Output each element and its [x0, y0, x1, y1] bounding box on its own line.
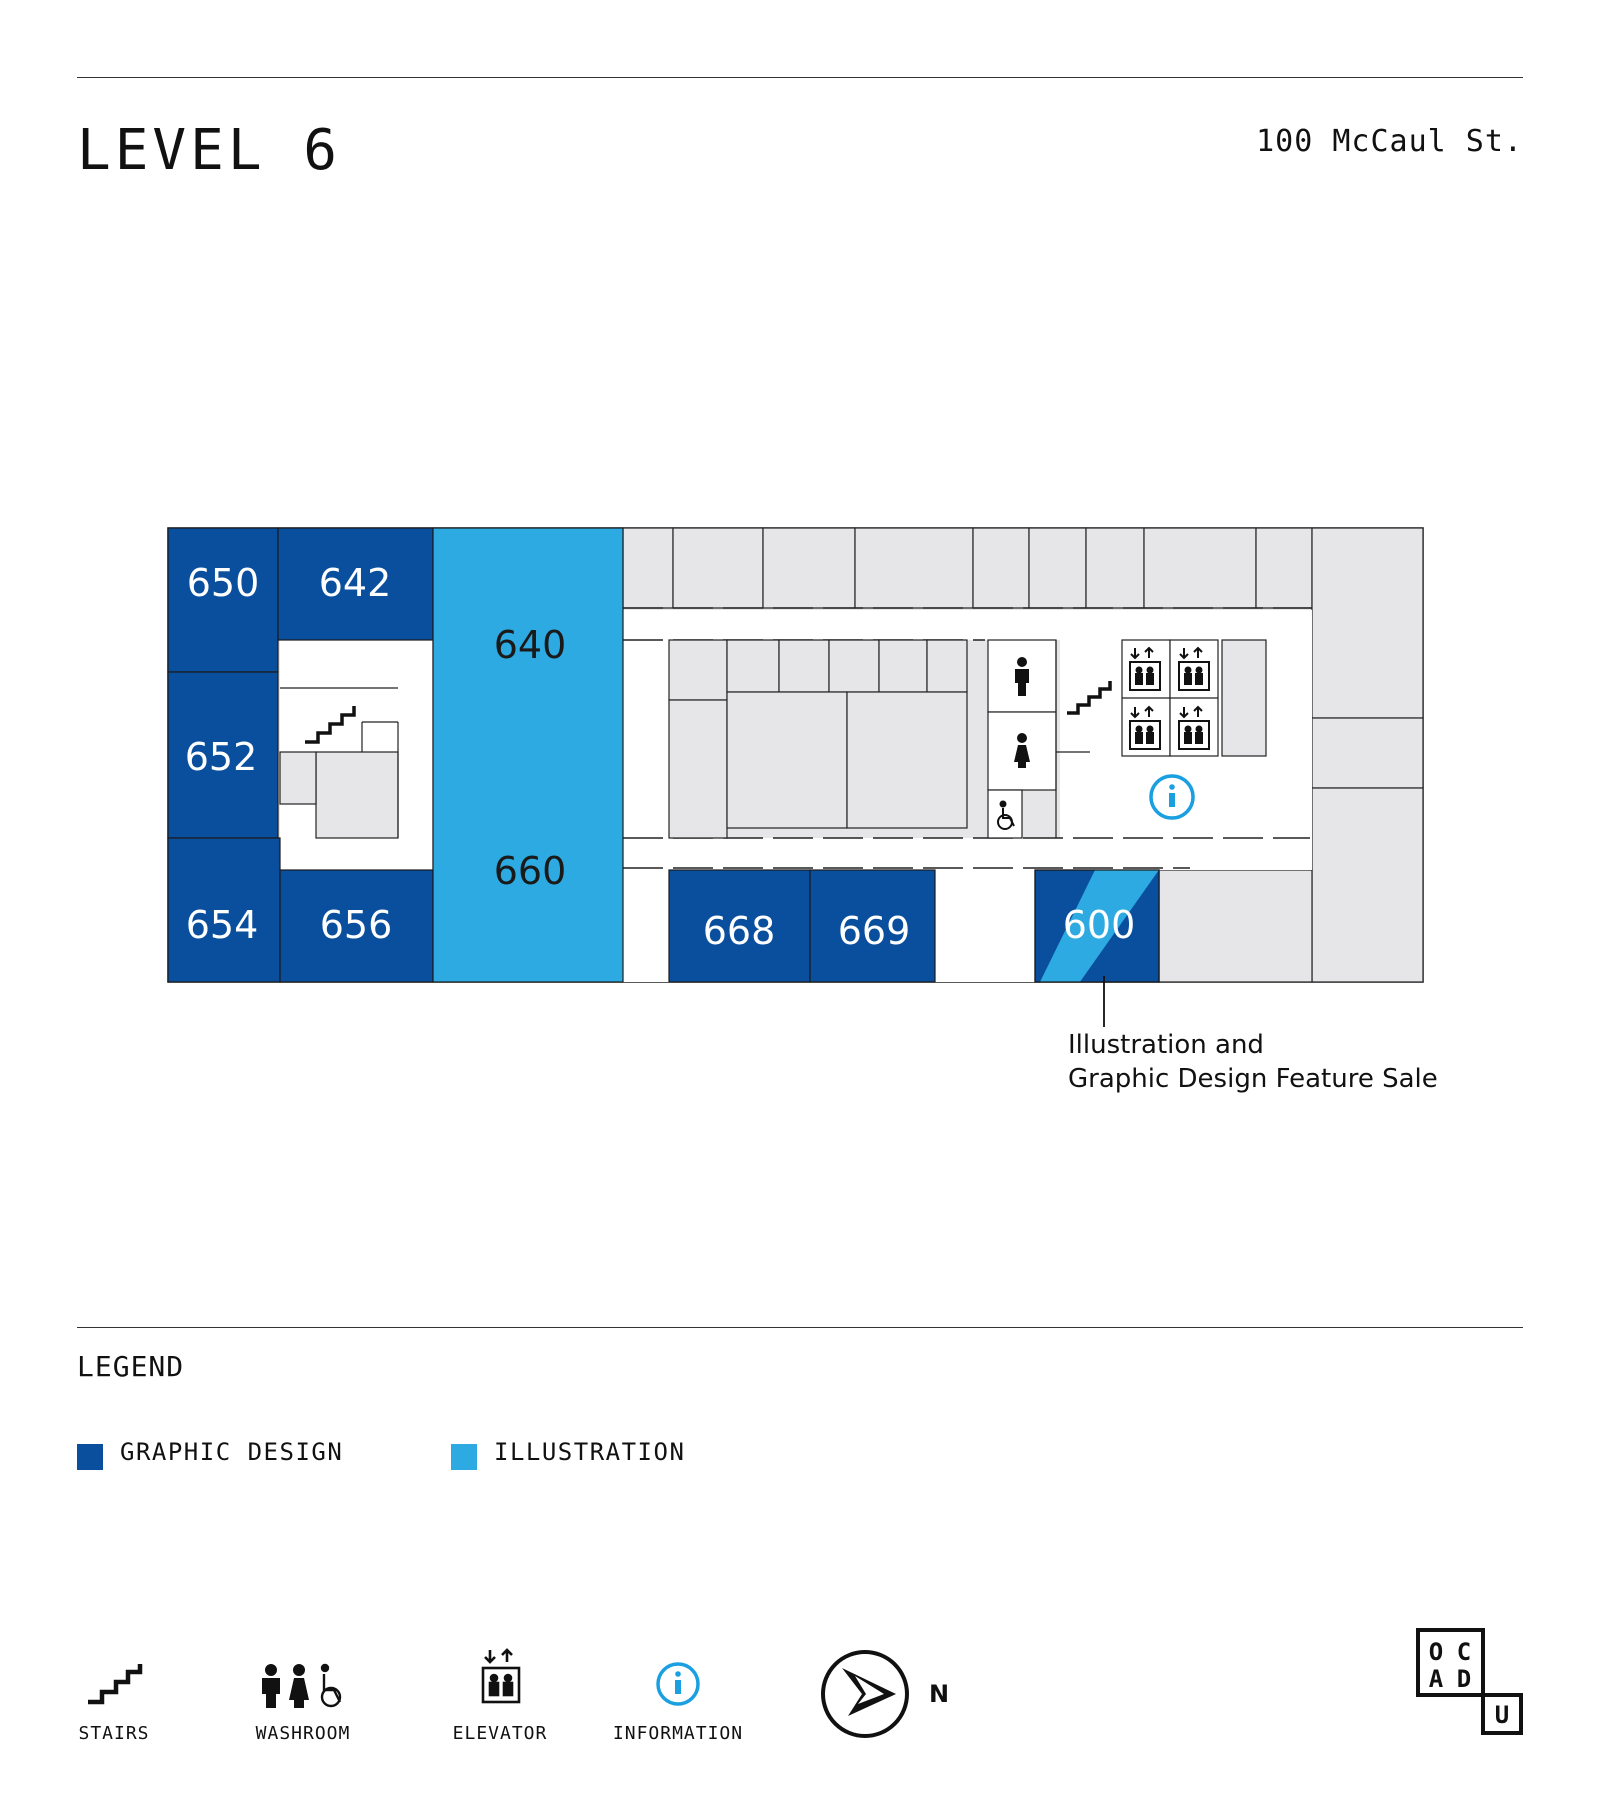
- room-label-652: 652: [184, 735, 258, 779]
- core-rooms: [669, 640, 967, 838]
- room-label-669: 669: [837, 909, 911, 953]
- legend-key-graphic-design: [77, 1434, 343, 1470]
- logo-letter: A: [1428, 1665, 1444, 1693]
- logo-letter: O: [1428, 1638, 1444, 1666]
- room-label-656: 656: [319, 903, 393, 947]
- room-640-660: [433, 528, 623, 982]
- room-label-640: 640: [493, 623, 567, 667]
- room-label-660: 660: [493, 849, 567, 893]
- information-icon: [658, 1664, 698, 1704]
- graphic-design-swatch: [77, 1444, 103, 1470]
- logo-letter: D: [1456, 1665, 1472, 1693]
- information-icon: [1151, 776, 1193, 818]
- washroom-label: WASHROOM: [255, 1723, 351, 1744]
- callout-line-2: Graphic Design Feature Sale: [1068, 1064, 1438, 1094]
- information-label: INFORMATION: [612, 1723, 744, 1744]
- illustration-swatch: [451, 1444, 477, 1470]
- room-label-600: 600: [1062, 903, 1136, 947]
- legend-key-illustration: [451, 1434, 685, 1470]
- room-label-642: 642: [318, 561, 392, 605]
- legend-rule: [77, 1327, 1523, 1328]
- north-arrow-icon: [823, 1652, 907, 1736]
- logo-letter: C: [1456, 1638, 1472, 1666]
- room-label-654: 654: [185, 903, 259, 947]
- washroom-icon: [262, 1664, 340, 1708]
- graphic-design-label: GRAPHIC DESIGN: [120, 1438, 344, 1466]
- legend-title: LEGEND: [77, 1350, 185, 1383]
- room-label-668: 668: [702, 909, 776, 953]
- north-label: N: [929, 1680, 950, 1708]
- page-title: LEVEL 6: [77, 118, 342, 183]
- elevator-icon: [483, 1650, 519, 1702]
- callout-line-1: Illustration and: [1068, 1030, 1264, 1060]
- illustration-label: ILLUSTRATION: [494, 1438, 686, 1466]
- ocad-u-logo-letters: [1429, 1638, 1509, 1729]
- stairs-label: STAIRS: [78, 1723, 150, 1744]
- elevator-label: ELEVATOR: [452, 1723, 548, 1744]
- feature-sale-callout: [1068, 1028, 1438, 1096]
- building-address: 100 McCaul St.: [1256, 124, 1523, 159]
- room-label-650: 650: [186, 561, 260, 605]
- stairs-icon: [88, 1664, 140, 1702]
- logo-letter: U: [1494, 1701, 1510, 1729]
